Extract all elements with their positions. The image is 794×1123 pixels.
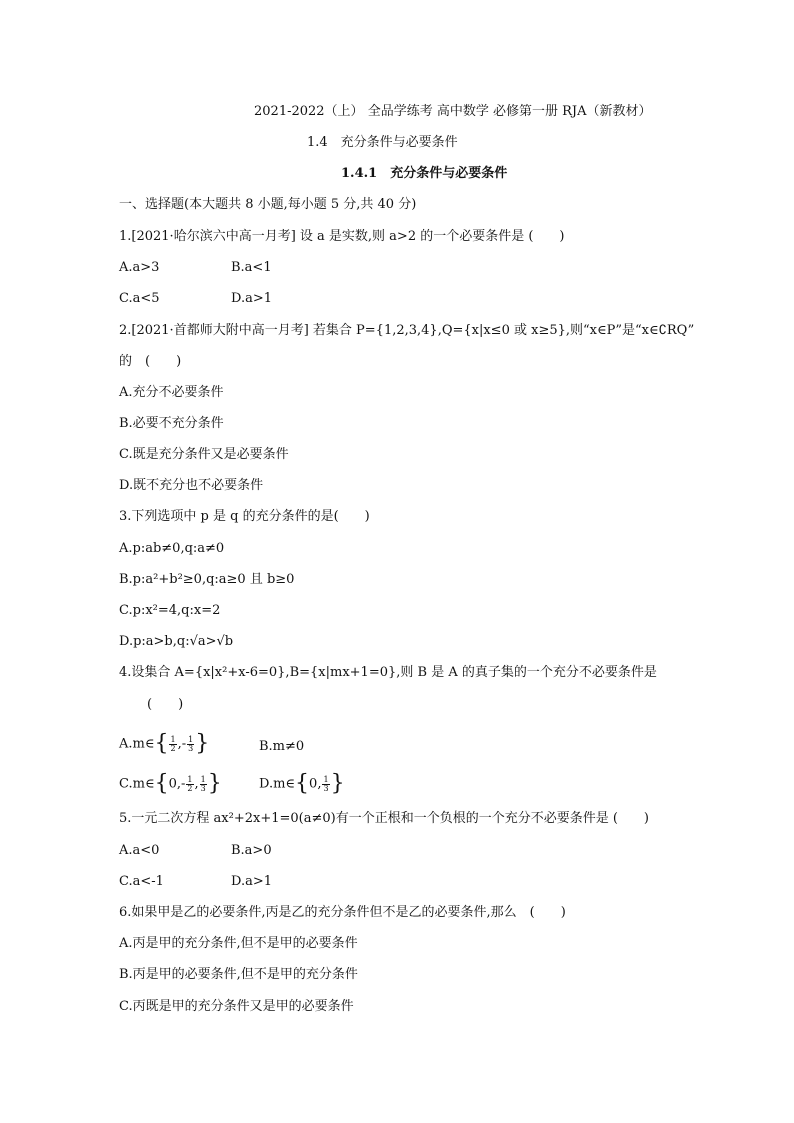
series-header: 2021-2022（上） 全品学练考 高中数学 必修第一册 RJA（新教材） xyxy=(254,104,652,119)
question-3-option-d: D.p:a>b,q:√a>√b xyxy=(119,634,234,649)
question-2-stem-line2: 的 ( ) xyxy=(119,354,182,369)
question-6-option-a: A.丙是甲的充分条件,但不是甲的必要条件 xyxy=(119,936,358,951)
question-4-stem: 4.设集合 A={x|x²+x-6=0},B={x|mx+1=0},则 B 是 A 的真子集的一个充分不必要条件是 xyxy=(119,665,657,680)
question-5-option-c: C.a<-1 xyxy=(119,874,164,889)
subsection-title: 1.4.1 充分条件与必要条件 xyxy=(341,166,508,181)
question-4-answer-paren: ( ) xyxy=(147,697,184,712)
question-5-option-a: A.a<0 xyxy=(119,843,160,858)
question-5-option-b: B.a>0 xyxy=(231,843,272,858)
question-1-option-c: C.a<5 xyxy=(119,291,160,306)
section-title: 1.4 充分条件与必要条件 xyxy=(307,135,458,150)
question-3-stem: 3.下列选项中 p 是 q 的充分条件的是( ) xyxy=(119,509,370,524)
question-1-stem: 1.[2021·哈尔滨六中高一月考] 设 a 是实数,则 a>2 的一个必要条件是 ( ) xyxy=(119,229,565,244)
question-1-option-b: B.a<1 xyxy=(231,260,272,275)
question-3-option-a: A.p:ab≠0,q:a≠0 xyxy=(119,541,225,556)
question-6-option-c: C.丙既是甲的充分条件又是甲的必要条件 xyxy=(119,999,354,1014)
question-6-option-b: B.丙是甲的必要条件,但不是甲的充分条件 xyxy=(119,967,358,982)
question-2-option-c: C.既是充分条件又是必要条件 xyxy=(119,447,289,462)
question-2-stem-line1: 2.[2021·首都师大附中高一月考] 若集合 P={1,2,3,4},Q={x|x≤0 或 x≥5},则“x∈P”是“x∈∁RQ” xyxy=(119,323,695,338)
question-2-option-b: B.必要不充分条件 xyxy=(119,416,224,431)
question-3-option-c: C.p:x²=4,q:x=2 xyxy=(119,603,221,618)
question-1-option-a: A.a>3 xyxy=(119,260,160,275)
question-3-option-b: B.p:a²+b²≥0,q:a≥0 且 b≥0 xyxy=(119,572,295,587)
question-5-stem: 5.一元二次方程 ax²+2x+1=0(a≠0)有一个正根和一个负根的一个充分不必要条件是 ( ) xyxy=(119,811,649,826)
part-title: 一、选择题(本大题共 8 小题,每小题 5 分,共 40 分) xyxy=(119,197,417,212)
question-6-stem: 6.如果甲是乙的必要条件,丙是乙的充分条件但不是乙的必要条件,那么 ( ) xyxy=(119,905,566,920)
question-5-option-d: D.a>1 xyxy=(231,874,273,889)
question-2-option-d: D.既不充分也不必要条件 xyxy=(119,478,264,493)
question-4-option-a: A.m∈{ $\frac{1}{2}$ ,- $\frac{1}{3}$ } xyxy=(119,731,210,756)
question-1-option-d: D.a>1 xyxy=(231,291,273,306)
question-4-option-b: B.m≠0 xyxy=(259,739,305,754)
question-2-option-a: A.充分不必要条件 xyxy=(119,385,224,400)
question-4-option-d: D.m∈{0, $\frac{1}{3}$ } xyxy=(259,771,345,796)
question-4-option-c: C.m∈{0,- $\frac{1}{2}$ , $\frac{1}{3}$ } xyxy=(119,771,222,796)
